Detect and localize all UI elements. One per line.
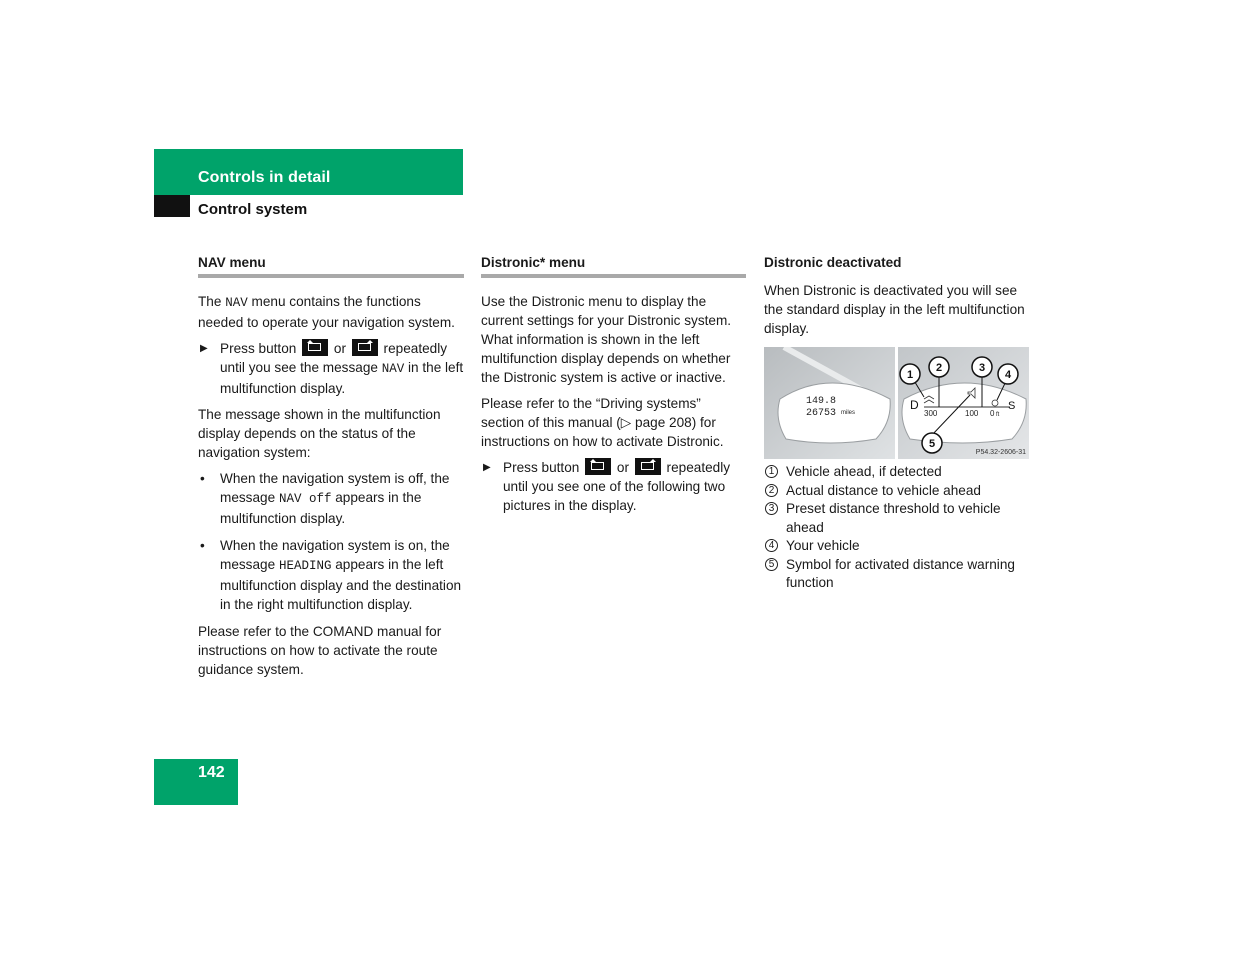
bullet-icon: •: [200, 471, 205, 486]
legend-item: 1 Vehicle ahead, if detected: [764, 463, 1029, 482]
distance-100: 100: [965, 409, 979, 418]
distance-0: 0: [990, 409, 995, 418]
instrument-cluster-illustration: [764, 347, 1029, 459]
svg-text:2: 2: [935, 362, 943, 374]
nav-status-paragraph: The message shown in the multifunction display depends on the status of the navigation system:: [198, 407, 441, 460]
legend-number: 5: [765, 558, 778, 571]
s-indicator: S: [1008, 400, 1016, 412]
odometer-unit: miles: [841, 410, 856, 416]
distronic-step: ▶ Press button or repeatedly until you see one of the following two pictures in the display.: [483, 460, 731, 513]
subsection-title: Control system: [198, 201, 308, 218]
bullet-icon: •: [200, 538, 205, 553]
callout-2: [929, 357, 949, 377]
distance-300: 300: [924, 409, 938, 418]
display-down-button-icon: [635, 458, 661, 475]
step-arrow-icon: ▶: [483, 462, 491, 473]
nav-comand-paragraph: Please refer to the COMAND manual for instructions on how to activate the route guidance system.: [198, 624, 442, 677]
distronic-deactivated-heading: Distronic deactivated: [764, 255, 902, 270]
legend-number: 3: [765, 502, 778, 515]
nav-bullet-on: • When the navigation system is on, the message HEADING appears in the left multifunction display and the destination in the right multifunction display.: [200, 538, 462, 612]
distronic-menu-heading: Distronic* menu: [481, 255, 586, 270]
nav-menu-heading: NAV menu: [198, 255, 266, 270]
nav-bullet-off: • When the navigation system is off, the message NAV off appears in the multifunction display.: [200, 471, 450, 526]
legend-item: 5 Symbol for activated distance warning function: [764, 556, 1029, 593]
legend-number: 4: [765, 539, 778, 552]
page-number: 142: [198, 764, 225, 781]
odometer-value: 26753: [806, 408, 837, 419]
distronic-deactivated-column: [764, 253, 1029, 593]
svg-text:3: 3: [978, 362, 986, 374]
legend-item: 4 Your vehicle: [764, 537, 1029, 556]
legend-item: 2 Actual distance to vehicle ahead: [764, 482, 1029, 501]
svg-text:1: 1: [906, 369, 914, 381]
legend-item: 3 Preset distance threshold to vehicle ahead: [764, 500, 1029, 537]
heading-rule: [481, 274, 746, 278]
distronic-deactivated-intro: When Distronic is deactivated you will see the standard display in the left multifunction display.: [764, 283, 1025, 336]
svg-text:4: 4: [1004, 369, 1012, 381]
distronic-intro: Use the Distronic menu to display the current settings for your Distronic system. What information is shown in the left multifunction display depends on whether the Distronic system is active or inactive.: [481, 294, 732, 385]
legend-number: 1: [765, 465, 778, 478]
display-up-button-icon: [302, 339, 328, 356]
callout-1: [900, 364, 920, 384]
nav-code: NAV: [225, 296, 248, 310]
trip-value: 149.8: [806, 396, 837, 407]
display-down-button-icon: [352, 339, 378, 356]
figure-code: P54.32-2606-31: [975, 449, 1026, 456]
svg-text:5: 5: [928, 438, 936, 450]
gear-indicator: D: [910, 398, 919, 412]
callout-4: [998, 364, 1018, 384]
display-up-button-icon: [585, 458, 611, 475]
nav-menu-intro: The NAV menu contains the functions needed to operate your navigation system.: [198, 294, 455, 330]
nav-menu-column: [198, 253, 464, 686]
nav-step: ▶ Press button or repeatedly until you see the message NAV in the left multifunction display.: [200, 341, 464, 396]
heading-rule: [198, 274, 464, 278]
step-arrow-icon: ▶: [200, 343, 208, 354]
callout-5: [922, 433, 942, 453]
multifunction-display-figure: [764, 347, 1029, 459]
distronic-menu-column: [481, 253, 746, 522]
page-number-tab: [154, 759, 238, 805]
section-header-bar: [154, 149, 463, 195]
callout-3: [972, 357, 992, 377]
distronic-reference: Please refer to the “Driving systems” section of this manual (▷ page 208) for instructions on how to activate Distronic.: [481, 396, 724, 449]
legend-number: 2: [765, 484, 778, 497]
section-title: Controls in detail: [198, 169, 331, 186]
subsection-marker: [154, 195, 190, 217]
distance-unit: ft: [996, 412, 1000, 418]
